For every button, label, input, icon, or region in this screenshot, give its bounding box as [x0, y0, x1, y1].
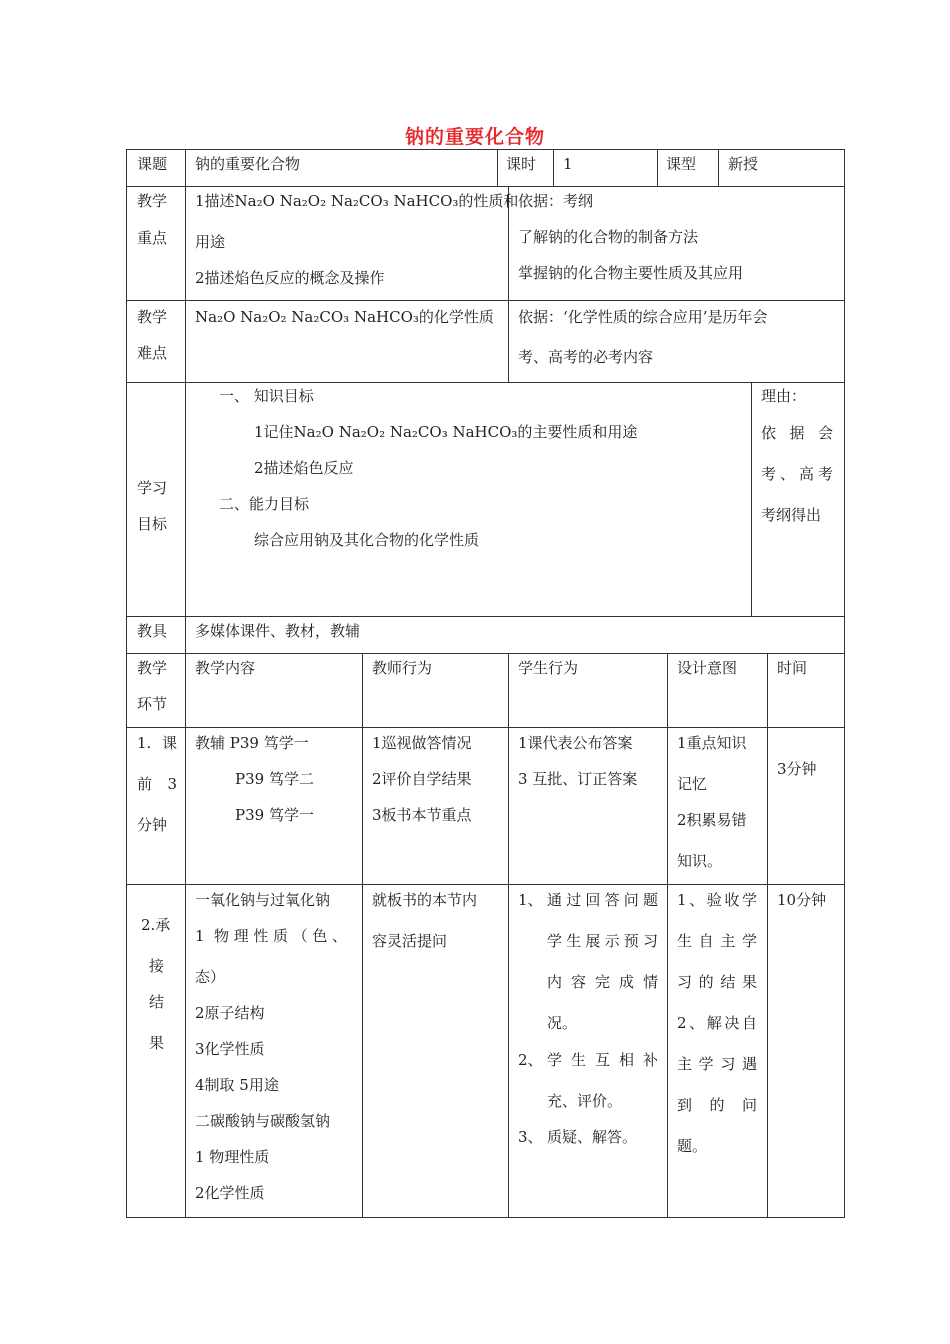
row2-intent: 1、验收学	[677, 891, 757, 909]
hours-value: 1	[563, 155, 573, 173]
process-header-stage: 环节	[137, 695, 168, 713]
goal-heading: 二、能力目标	[219, 495, 310, 513]
table-divider	[751, 382, 752, 617]
table-divider	[667, 653, 668, 1218]
difficulties-content: Na₂O Na₂O₂ Na₂CO₃ NaHCO₃的化学性质	[195, 308, 494, 326]
table-divider	[126, 727, 845, 728]
table-border-right	[844, 149, 845, 1218]
row2-teacher: 容灵活提问	[372, 932, 448, 950]
difficulties-basis: 依据：‘化学性质的综合应用’是历年会	[518, 308, 768, 326]
row2-intent: 到的问	[677, 1096, 757, 1114]
row2-content: 一氧化钠与过氧化钠	[195, 891, 331, 909]
row1-intent: 记忆	[677, 775, 708, 793]
course-label: 课题	[137, 155, 168, 173]
row2-intent: 主学习遇	[677, 1055, 757, 1073]
row2-student: 学生互相补	[547, 1051, 658, 1069]
goal-heading: 一、 知识目标	[219, 387, 314, 405]
row2-student: 通过回答问题	[547, 891, 658, 909]
table-divider	[767, 653, 768, 1218]
row2-stage: 2.承	[141, 916, 171, 934]
table-divider	[553, 149, 554, 187]
row1-teacher: 3板书本节重点	[372, 806, 472, 824]
type-label: 课型	[666, 155, 697, 173]
row1-content: P39 笃学一	[235, 806, 314, 824]
key-points-basis: 掌握钠的化合物主要性质及其应用	[518, 264, 744, 282]
process-header-intent: 设计意图	[677, 659, 738, 677]
process-header-student: 学生行为	[518, 659, 579, 677]
row1-stage: 1. 课	[137, 734, 177, 752]
row2-content: 2化学性质	[195, 1184, 265, 1202]
row2-content: 二碳酸钠与碳酸氢钠	[195, 1112, 331, 1130]
process-header-content: 教学内容	[195, 659, 256, 677]
row2-student: 学生展示预习	[547, 932, 658, 950]
table-divider	[126, 616, 845, 617]
page-title: 钠的重要化合物	[404, 126, 545, 148]
type-value: 新授	[728, 155, 759, 173]
process-header-time: 时间	[777, 659, 808, 677]
row2-student-num: 1、	[518, 891, 543, 909]
goal-item: 综合应用钠及其化合物的化学性质	[254, 531, 480, 549]
table-divider	[362, 653, 363, 1218]
row2-student-num: 3、	[518, 1128, 543, 1146]
goals-reason: 理由：	[761, 387, 807, 405]
row2-time: 10分钟	[777, 891, 827, 909]
table-border-bottom	[126, 1217, 845, 1218]
row1-stage: 前 3	[137, 775, 177, 793]
row2-student: 质疑、解答。	[547, 1128, 638, 1146]
table-divider	[508, 653, 509, 1218]
row2-stage: 结	[149, 993, 165, 1011]
row2-content: 4制取 5用途	[195, 1076, 279, 1094]
table-divider	[185, 149, 186, 1218]
row2-student: 内容完成情	[547, 973, 658, 991]
row2-stage: 接	[149, 957, 165, 975]
row1-intent: 2积累易错	[677, 811, 747, 829]
difficulties-label: 教学	[137, 308, 168, 326]
row2-intent: 生自主学	[677, 932, 757, 950]
goals-reason: 考、高考	[761, 465, 833, 483]
table-divider	[126, 300, 845, 301]
row2-content: 1 物理性质	[195, 1148, 270, 1166]
key-points-basis: 依据：考纲	[518, 192, 594, 210]
tools-value: 多媒体课件、教材，教辅	[195, 622, 361, 640]
course-value: 钠的重要化合物	[195, 155, 301, 173]
row1-stage: 分钟	[137, 816, 168, 834]
row1-time: 3分钟	[777, 760, 817, 778]
goals-reason: 依据会	[761, 424, 833, 442]
table-divider	[497, 149, 498, 187]
table-border-top	[126, 149, 845, 150]
row1-intent: 1重点知识	[677, 734, 747, 752]
key-points-content: 用途	[195, 233, 226, 251]
row1-content: P39 笃学二	[235, 770, 314, 788]
row2-intent: 2、解决自	[677, 1014, 757, 1032]
key-points-content: 1描述Na₂O Na₂O₂ Na₂CO₃ NaHCO₃的性质和	[195, 192, 519, 210]
key-points-label: 重点	[137, 229, 168, 247]
table-divider	[126, 186, 845, 187]
table-divider	[126, 884, 845, 885]
row2-intent: 题。	[677, 1137, 708, 1155]
tools-label: 教具	[137, 622, 168, 640]
table-border-left	[126, 149, 127, 1218]
process-header-stage: 教学	[137, 659, 168, 677]
table-divider	[657, 149, 658, 187]
key-points-content: 2描述焰色反应的概念及操作	[195, 269, 385, 287]
key-points-basis: 了解钠的化合物的制备方法	[518, 228, 699, 246]
goal-item: 2描述焰色反应	[254, 459, 354, 477]
row2-content: 2原子结构	[195, 1004, 265, 1022]
table-divider	[508, 186, 509, 383]
table-divider	[126, 653, 845, 654]
row1-teacher: 2评价自学结果	[372, 770, 472, 788]
difficulties-basis: 考、高考的必考内容	[518, 348, 654, 366]
row2-content: 态）	[195, 968, 226, 986]
key-points-label: 教学	[137, 192, 168, 210]
table-divider	[718, 149, 719, 187]
goals-reason: 考纲得出	[761, 506, 822, 524]
table-divider	[126, 382, 845, 383]
row1-student: 3 互批、订正答案	[518, 770, 638, 788]
row2-teacher: 就板书的本节内	[372, 891, 478, 909]
difficulties-label: 难点	[137, 344, 168, 362]
row1-content: 教辅 P39 笃学一	[195, 734, 309, 752]
row1-intent: 知识。	[677, 852, 723, 870]
goal-item: 1记住Na₂O Na₂O₂ Na₂CO₃ NaHCO₃的主要性质和用途	[254, 423, 638, 441]
row2-intent: 习的结果	[677, 973, 757, 991]
hours-label: 课时	[506, 155, 537, 173]
goals-label: 学习	[137, 479, 168, 497]
row1-teacher: 1巡视做答情况	[372, 734, 472, 752]
goals-label: 目标	[137, 515, 168, 533]
row1-student: 1课代表公布答案	[518, 734, 633, 752]
row2-student: 充、评价。	[547, 1092, 623, 1110]
row2-content: 1 物理性质（色、	[195, 927, 347, 945]
row2-content: 3化学性质	[195, 1040, 265, 1058]
row2-student: 况。	[547, 1014, 578, 1032]
row2-stage: 果	[149, 1034, 165, 1052]
process-header-teacher: 教师行为	[372, 659, 433, 677]
row2-student-num: 2、	[518, 1051, 543, 1069]
